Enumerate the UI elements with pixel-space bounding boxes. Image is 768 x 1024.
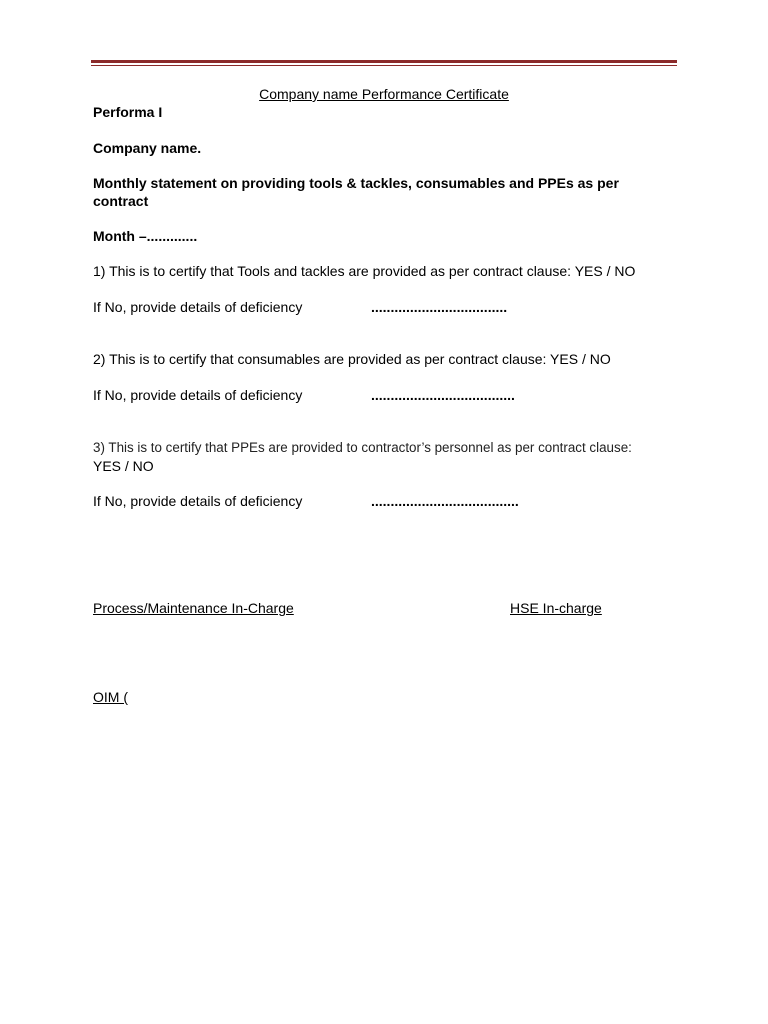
item-1-deficiency-label: If No, provide details of deficiency [93, 299, 303, 315]
item-3-deficiency-dots: ...................................... [371, 493, 519, 509]
item-1-deficiency-dots: ................................... [371, 299, 508, 315]
signature-hse: HSE In-charge [510, 600, 602, 616]
item-1-text: 1) This is to certify that Tools and tackles are provided as per contract clause: YES / NO [93, 263, 636, 279]
item-2-deficiency-label: If No, provide details of deficiency [93, 387, 303, 403]
item-3-text-line2: YES / NO [93, 458, 154, 474]
item-3-text-line1: 3) This is to certify that PPEs are provided to contractor’s personnel as per contract clause: [93, 440, 632, 455]
header-rule-thick [91, 60, 677, 63]
item-2-text: 2) This is to certify that consumables are provided as per contract clause: YES / NO [93, 351, 611, 367]
statement-heading: Monthly statement on providing tools & tackles, consumables and PPEs as per contract [93, 175, 619, 209]
month-label: Month –............. [93, 228, 198, 244]
company-name-label: Company name. [93, 140, 202, 156]
item-2-deficiency-dots: ..................................... [371, 387, 515, 403]
signature-oim: OIM ( [93, 689, 128, 705]
item-3-deficiency-label: If No, provide details of deficiency [93, 493, 303, 509]
signature-process-maintenance: Process/Maintenance In-Charge [93, 600, 294, 616]
performa-label: Performa I [93, 104, 163, 120]
document-title: Company name Performance Certificate [259, 86, 509, 102]
header-rule-thin [91, 65, 677, 66]
